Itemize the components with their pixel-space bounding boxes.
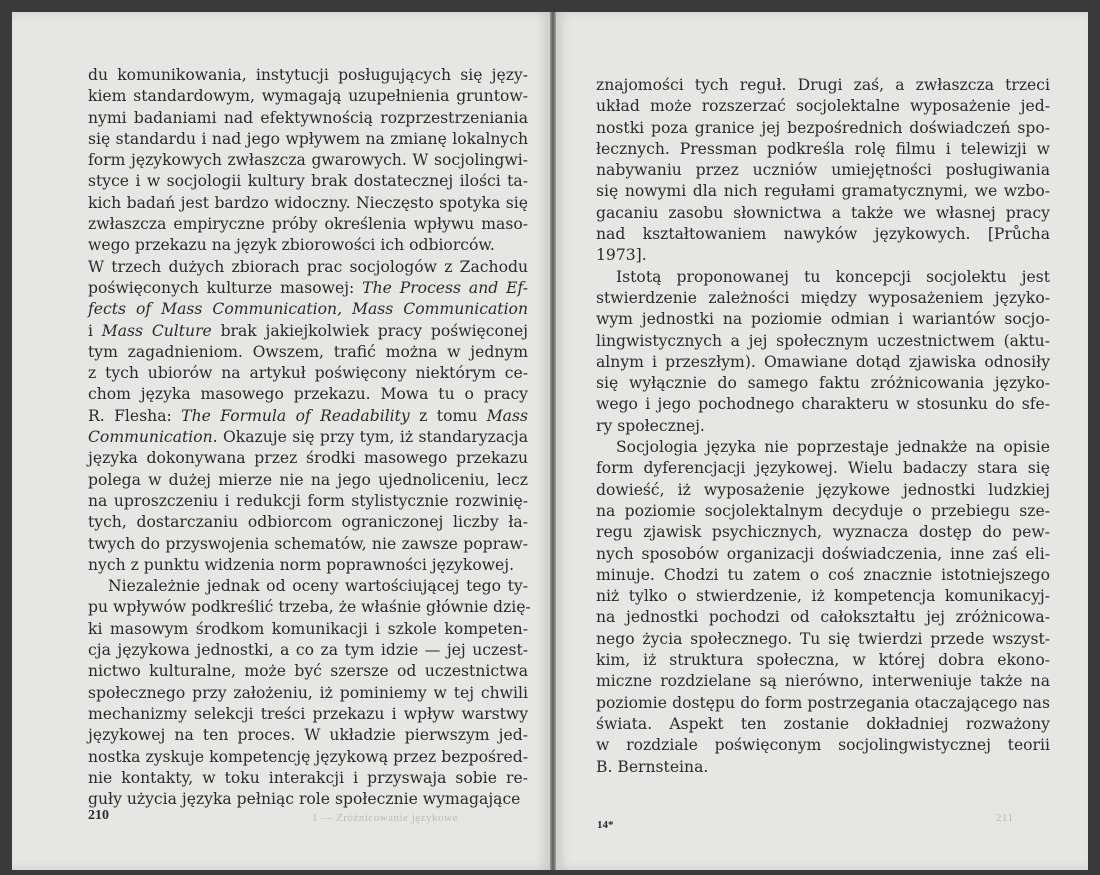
text-line: nictwo kulturalne, może być szersze od uczestnictwa: [88, 662, 528, 681]
text-line: społecznego przy założeniu, iż pominiemy w tej chwili: [88, 683, 528, 702]
text-line: ki masowym środkom komunikacji i szkole kompeten-: [88, 619, 528, 638]
text-line: nad kształtowaniem nawyków językowych. [Průcha: [596, 225, 1050, 244]
text-line: cja językowa jednostki, a co za tym idzie — jej uczest-: [88, 641, 528, 660]
text-line: dowieść, iż wyposażenie językowe jednostki ludzkiej: [596, 480, 1050, 499]
text-line: z tych ubiorów na artykuł poświęcony niektórym ce-: [88, 364, 528, 383]
text-line: nie kontakty, w toku interakcji i przyswaja sobie re-: [88, 768, 528, 787]
text-line: B. Bernsteina.: [596, 757, 709, 776]
text-line: i Mass Culture brak jakiejkolwiek pracy poświęconej: [88, 321, 529, 340]
text-line: się wyłącznie do samego faktu zróżnicowania języko-: [596, 374, 1050, 393]
text-line: chom języka masowego przekazu. Mowa tu o pracy: [88, 385, 528, 404]
text-line: na poziomie socjolektalnym decyduje o przebiegu sze-: [596, 501, 1050, 520]
text-line: nymi badaniami nad efektywnością rozprzestrzeniania: [88, 108, 528, 127]
text-line: kiem standardowym, wymagają uzupełnienia gruntow-: [88, 87, 528, 106]
text-line: nych z punktu widzenia norm poprawności językowej.: [88, 555, 515, 574]
text-line: styce i w socjologii kultury brak dostatecznej ilości ta-: [88, 172, 528, 191]
text-line: zwłaszcza empiryczne próby określenia wpływu maso-: [88, 215, 528, 234]
text-line: łecznych. Pressman podkreśla rolę filmu i telewizji w: [596, 139, 1050, 158]
text-line: tym zagadnieniom. Owszem, trafić można w jednym: [88, 342, 528, 361]
text-line: form dyferencjacji językowej. Wielu badaczy stara się: [596, 459, 1050, 478]
text-line: znajomości tych reguł. Drugi zaś, a zwłaszcza trzeci: [596, 76, 1050, 94]
left-page: [12, 12, 550, 870]
right-page-number: 14*: [597, 819, 614, 831]
text-line: językowej na ten proces. W układzie pierwszym jed-: [88, 726, 528, 745]
text-line: mechanizmy selekcji treści przekazu i wpływ warstwy: [88, 704, 528, 723]
text-line: alnym i przeszłym). Omawiane dotąd zjawiska odnosiły: [596, 352, 1050, 371]
text-line: guły użycia języka pełniąc role społecznie wymagające: [88, 790, 521, 809]
text-line: poświęconych kulturze masowej: The Process and Ef-: [88, 278, 528, 297]
right-page-text: [596, 75, 1050, 778]
text-line: nego życia społecznego. Tu się twierdzi przede wszyst-: [596, 629, 1050, 648]
text-line: się nowymi dla nich regułami gramatycznymi, we wzbo-: [596, 182, 1050, 201]
left-page-number: 210: [88, 808, 109, 823]
text-line: języka dokonywana przez środki masowego przekazu: [88, 449, 528, 468]
text-line: W trzech dużych zbiorach prac socjologów z Zachodu: [88, 257, 528, 276]
text-line: na jednostki pochodzi od całokształtu jej zróżnicowa-: [596, 608, 1050, 627]
right-page: [556, 12, 1088, 870]
text-line: tych, dostarczaniu odbiorcom ograniczonej liczby ła-: [88, 513, 528, 532]
text-line: Istotą proponowanej tu koncepcji socjolektu jest: [616, 267, 1050, 286]
text-line: pu wpływów podkreślić trzeba, że właśnie głównie dzię-: [88, 598, 531, 617]
left-bleed-through-text: 1 — Zróżnicowanie językowe: [312, 812, 458, 824]
text-line: du komunikowania, instytucji posługujących się języ-: [88, 66, 528, 84]
text-line: wego i jego pochodnego charakteru w stosunku do sfe-: [596, 395, 1050, 414]
text-line: fects of Mass Communication, Mass Communication: [88, 300, 528, 319]
text-line: twych do przyswojenia schematów, nie zawsze popraw-: [88, 534, 528, 553]
left-page-text: [88, 65, 531, 810]
text-line: minuje. Chodzi tu zatem o coś znacznie istotniejszego: [596, 565, 1050, 584]
text-line: Niezależnie jednak od oceny wartościującej tego ty-: [108, 577, 528, 596]
text-line: poziomie dostępu do form postrzegania otaczającego nas: [596, 693, 1050, 712]
text-line: wego przekazu na język zbiorowości ich odbiorców.: [88, 236, 495, 255]
right-bleed-through-text: 211: [996, 812, 1014, 824]
text-line: lingwistycznych a jej społecznym uczestnictwem (aktu-: [596, 331, 1050, 350]
text-line: gacaniu zasobu słownictwa a także we własnej pracy: [596, 203, 1050, 222]
text-line: nostka zyskuje kompetencję językową przez bezpośred-: [88, 747, 528, 766]
text-line: układ może rozszerzać socjolektalne wyposażenie jed-: [596, 97, 1050, 116]
text-line: ry społecznej.: [596, 416, 705, 435]
text-line: w rozdziale poświęconym socjolingwistycznej teorii: [596, 736, 1050, 755]
text-line: wym jednostki na poziomie odmian i wariantów socjo-: [596, 310, 1050, 329]
text-line: Socjologia języka nie poprzestaje jednakże na opisie: [616, 438, 1050, 457]
text-line: niż tylko o stwierdzenie, iż kompetencja komunikacyj-: [596, 587, 1050, 606]
text-line: 1973].: [596, 246, 647, 265]
text-line: polega w dużej mierze nie na jego ujednoliceniu, lecz: [88, 470, 528, 489]
text-line: świata. Aspekt ten zostanie dokładniej rozważony: [596, 714, 1050, 733]
text-line: nych sposobów organizacji doświadczenia, inne zaś eli-: [596, 544, 1050, 563]
text-line: R. Flesha: The Formula of Readability z tomu Mass: [88, 406, 528, 425]
text-line: regu zjawisk psychicznych, wyznacza dostęp do pew-: [596, 523, 1050, 542]
text-line: Communication. Okazuje się przy tym, iż standaryzacja: [88, 428, 528, 447]
text-line: kim, iż struktura społeczna, w której dobra ekono-: [596, 651, 1050, 670]
text-line: nostki poza granice jej bezpośrednich doświadczeń spo-: [596, 118, 1050, 137]
text-line: się standardu i nad jego wpływem na zmianę lokalnych: [88, 129, 528, 148]
text-line: stwierdzenie zależności między wyposażeniem języko-: [596, 288, 1050, 307]
text-line: na uproszczeniu i redukcji form stylistycznie rozwinię-: [88, 491, 528, 510]
text-line: kich badań jest bardzo widoczny. Nieczęsto spotyka się: [88, 193, 528, 212]
text-line: nabywaniu przez uczniów umiejętności posługiwania: [596, 161, 1050, 180]
text-line: form językowych zwłaszcza gwarowych. W socjolingwi-: [88, 151, 528, 170]
text-line: miczne rozdzielane są nierówno, interweniuje także na: [596, 672, 1050, 691]
